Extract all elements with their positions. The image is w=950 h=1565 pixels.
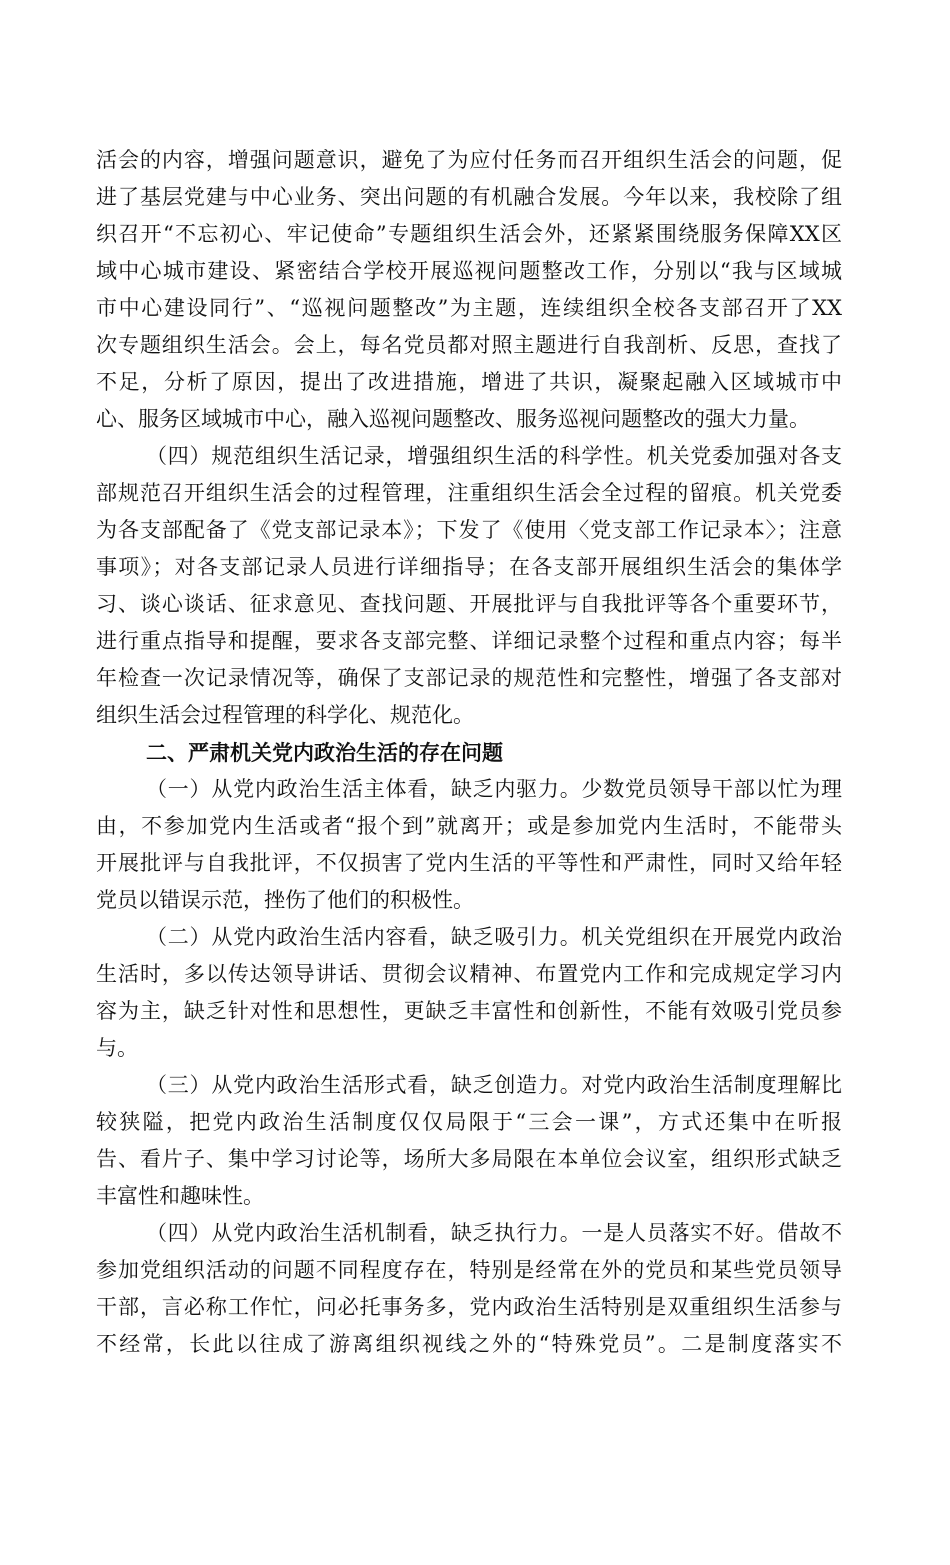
text-line: 参加党组织活动的问题不同程度存在，特别是经常在外的党员和某些党员领导 — [96, 1258, 842, 1282]
text-line: 容为主，缺乏针对性和思想性，更缺乏丰富性和创新性，不能有效吸引党员参 — [96, 999, 842, 1023]
text-line: （一）从党内政治生活主体看，缺乏内驱力。少数党员领导干部以忙为理 — [146, 777, 842, 801]
text-line: 由，不参加党内生活或者“报个到”就离开；或是参加党内生活时，不能带头 — [96, 814, 842, 838]
text-line: 为各支部配备了《党支部记录本》；下发了《使用〈党支部工作记录本〉；注意 — [96, 518, 842, 542]
text-line: 开展批评与自我批评，不仅损害了党内生活的平等性和严肃性，同时又给年轻 — [96, 851, 842, 875]
text-line: 心、服务区域城市中心，融入巡视问题整改、服务巡视问题整改的强大力量。 — [96, 407, 810, 431]
text-line: 次专题组织生活会。会上，每名党员都对照主题进行自我剖析、反思，查找了 — [96, 333, 842, 357]
text-line: 市中心建设同行”、“巡视问题整改”为主题，连续组织全校各支部召开了XX — [96, 296, 842, 320]
text-line: （二）从党内政治生活内容看，缺乏吸引力。机关党组织在开展党内政治 — [146, 925, 842, 949]
text-line: 进了基层党建与中心业务、突出问题的有机融合发展。今年以来，我校除了组 — [96, 185, 842, 209]
text-line: 部规范召开组织生活会的过程管理，注重组织生活会全过程的留痕。机关党委 — [96, 481, 842, 505]
text-line: 习、谈心谈话、征求意见、查找问题、开展批评与自我批评等各个重要环节， — [96, 592, 842, 616]
text-line: 丰富性和趣味性。 — [96, 1184, 264, 1208]
text-line: （四）规范组织生活记录，增强组织生活的科学性。机关党委加强对各支 — [146, 444, 842, 468]
text-line: 进行重点指导和提醒，要求各支部完整、详细记录整个过程和重点内容；每半 — [96, 629, 842, 653]
text-line: 较狭隘，把党内政治生活制度仅仅局限于“三会一课”，方式还集中在听报 — [96, 1110, 842, 1134]
text-line: （三）从党内政治生活形式看，缺乏创造力。对党内政治生活制度理解比 — [146, 1073, 842, 1097]
text-line: （四）从党内政治生活机制看，缺乏执行力。一是人员落实不好。借故不 — [146, 1221, 842, 1245]
text-line: 组织生活会过程管理的科学化、规范化。 — [96, 703, 474, 727]
text-line: 与。 — [96, 1036, 138, 1060]
document-body — [96, 142, 842, 1363]
text-line: 不足，分析了原因，提出了改进措施，增进了共识，凝聚起融入区域城市中 — [96, 370, 842, 394]
text-line: 不经常，长此以往成了游离组织视线之外的“特殊党员”。二是制度落实不 — [96, 1332, 842, 1356]
text-line: 党员以错误示范，挫伤了他们的积极性。 — [96, 888, 474, 912]
text-line: 域中心城市建设、紧密结合学校开展巡视问题整改工作，分别以“我与区域城 — [96, 259, 842, 283]
text-line: 干部，言必称工作忙，问必托事务多，党内政治生活特别是双重组织生活参与 — [96, 1295, 842, 1319]
text-line: 事项》；对各支部记录人员进行详细指导；在各支部开展组织生活会的集体学 — [96, 555, 842, 579]
text-line: 年检查一次记录情况等，确保了支部记录的规范性和完整性，增强了各支部对 — [96, 666, 842, 690]
text-line: 活会的内容，增强问题意识，避免了为应付任务而召开组织生活会的问题，促 — [96, 148, 842, 172]
text-line: 织召开“不忘初心、牢记使命”专题组织生活会外，还紧紧围绕服务保障XX区 — [96, 222, 842, 246]
text-line: 生活时，多以传达领导讲话、贯彻会议精神、布置党内工作和完成规定学习内 — [96, 962, 842, 986]
section-heading: 二、严肃机关党内政治生活的存在问题 — [146, 740, 503, 765]
text-line: 告、看片子、集中学习讨论等，场所大多局限在本单位会议室，组织形式缺乏 — [96, 1147, 842, 1171]
